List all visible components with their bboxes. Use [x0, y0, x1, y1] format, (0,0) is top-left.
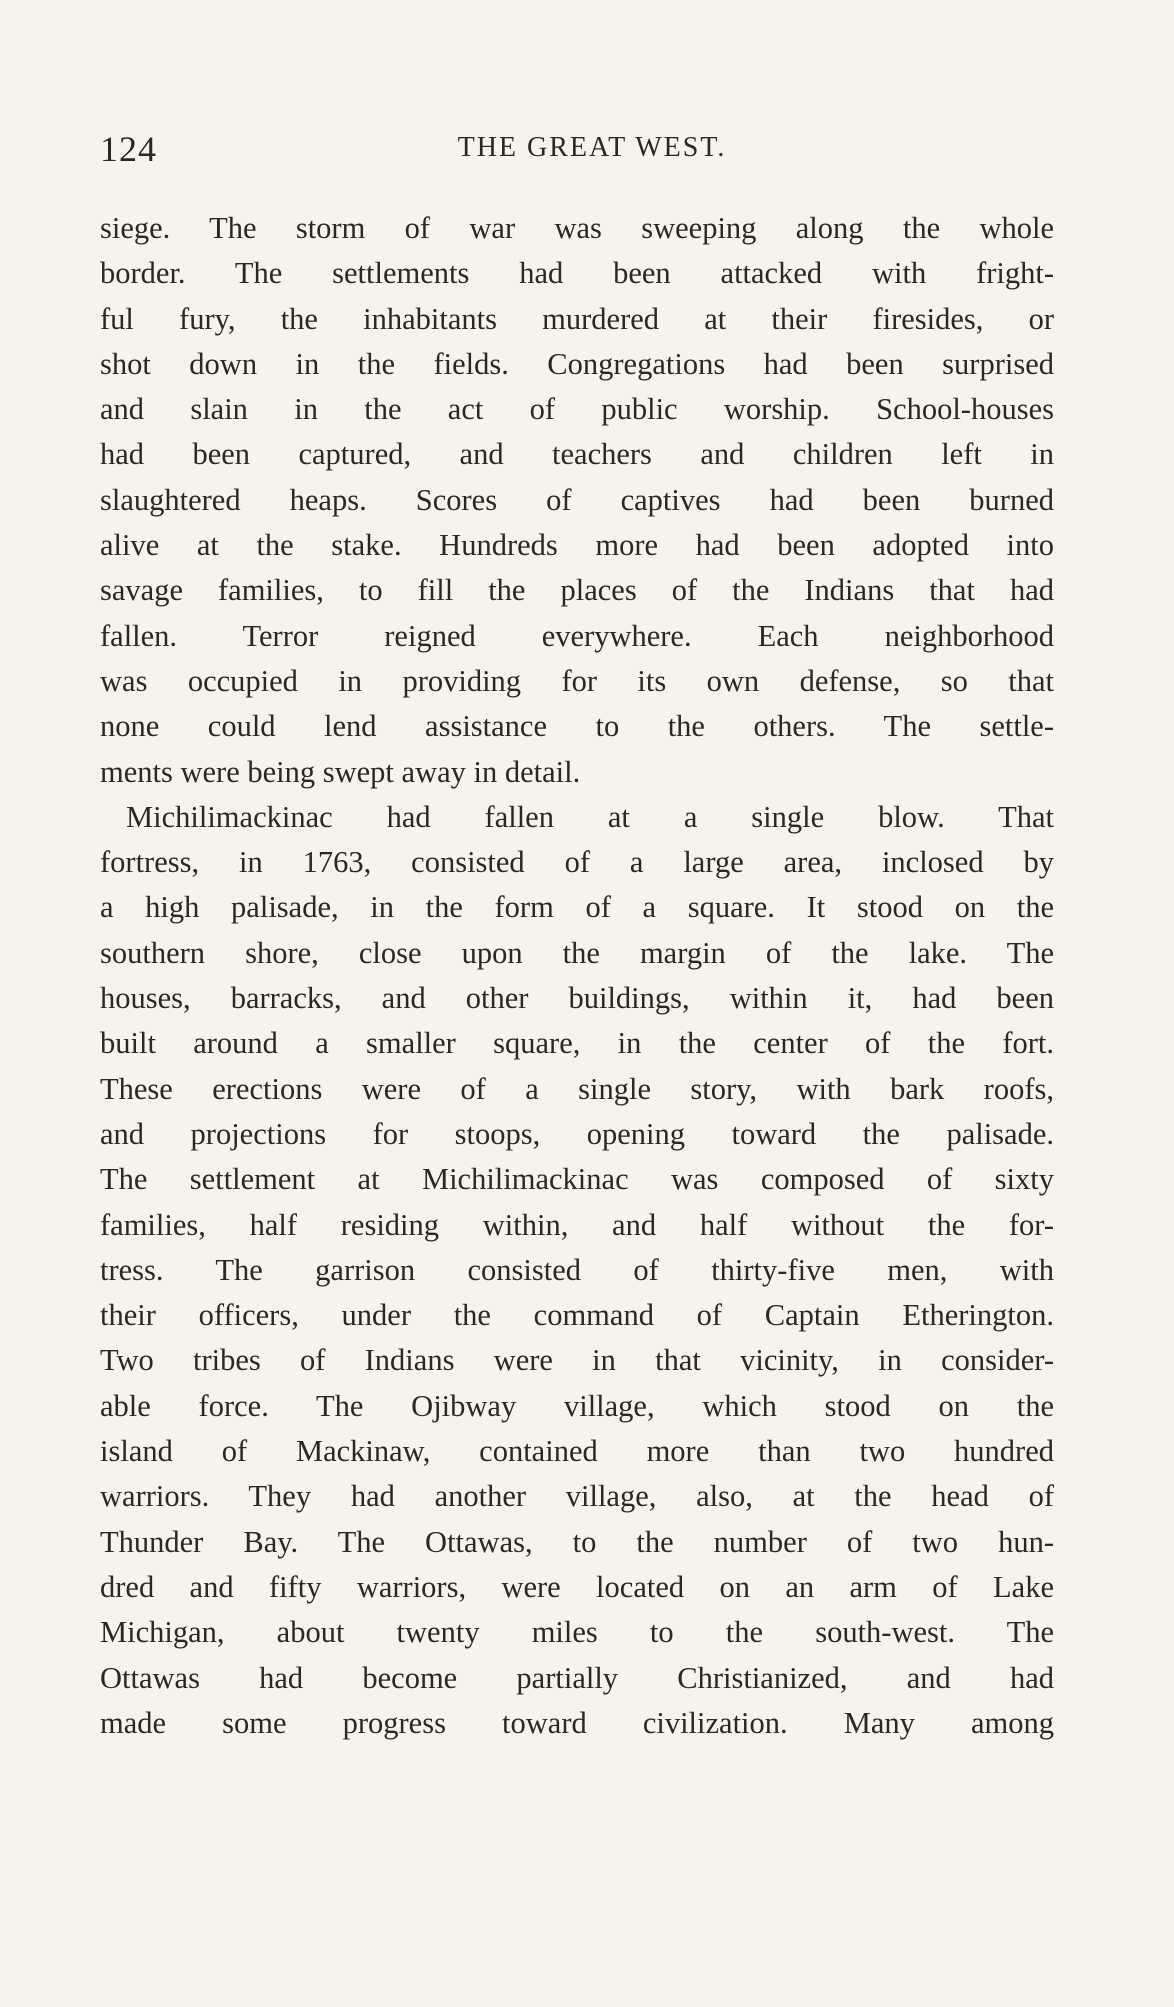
text-line: and slain in the act of public worship. School-houses	[100, 392, 1054, 427]
text-line: warriors. They had another village, also, at the head of	[100, 1479, 1054, 1514]
text-line: slaughtered heaps. Scores of captives had been burned	[100, 482, 1054, 517]
page-number: 124	[100, 129, 157, 169]
text-line: shot down in the fields. Congregations had been surprised	[100, 346, 1054, 381]
text-line: had been captured, and teachers and children left in	[100, 437, 1054, 472]
text-line: Two tribes of Indians were in that vicinity, in consider-	[100, 1343, 1054, 1378]
text-line: tress. The garrison consisted of thirty-five men, with	[100, 1252, 1054, 1287]
text-line: built around a smaller square, in the center of the fort.	[100, 1026, 1054, 1061]
text-line: ful fury, the inhabitants murdered at their firesides, or	[100, 301, 1054, 336]
text-line: southern shore, close upon the margin of the lake. The	[100, 935, 1054, 970]
text-line: and projections for stoops, opening toward the palisade.	[100, 1116, 1054, 1151]
text-line: their officers, under the command of Captain Etherington.	[100, 1298, 1054, 1333]
text-line: savage families, to fill the places of the Indians that had	[100, 573, 1054, 608]
paragraph-end-line: ments were being swept away in detail.	[100, 754, 581, 789]
text-line: These erections were of a single story, with bark roofs,	[100, 1071, 1054, 1106]
text-line: a high palisade, in the form of a square. It stood on the	[100, 890, 1054, 925]
paragraph-start-line: Michilimackinac had fallen at a single blow. That	[126, 799, 1054, 834]
text-line: fortress, in 1763, consisted of a large area, inclosed by	[100, 845, 1054, 880]
body-text	[100, 206, 1054, 1746]
text-line: families, half residing within, and half without the for-	[100, 1207, 1054, 1242]
text-line: Ottawas had become partially Christianized, and had	[100, 1660, 1054, 1695]
text-line: made some progress toward civilization. Many among	[100, 1705, 1054, 1740]
text-line: houses, barracks, and other buildings, within it, had been	[100, 981, 1054, 1016]
text-line: siege. The storm of war was sweeping along the whole	[100, 211, 1054, 245]
text-line: able force. The Ojibway village, which stood on the	[100, 1388, 1054, 1423]
running-head	[100, 128, 1044, 178]
text-line: Thunder Bay. The Ottawas, to the number of two hun-	[100, 1524, 1054, 1559]
running-title: THE GREAT WEST.	[457, 132, 727, 163]
text-line: dred and fifty warriors, were located on an arm of Lake	[100, 1569, 1054, 1604]
text-line: border. The settlements had been attacked with fright-	[100, 256, 1054, 291]
text-line: island of Mackinaw, contained more than two hundred	[100, 1434, 1054, 1469]
text-line: Michigan, about twenty miles to the south-west. The	[100, 1615, 1054, 1650]
text-line: alive at the stake. Hundreds more had been adopted into	[100, 528, 1054, 563]
text-line: was occupied in providing for its own defense, so that	[100, 663, 1054, 698]
text-line: fallen. Terror reigned everywhere. Each neighborhood	[100, 618, 1054, 653]
text-line: none could lend assistance to the others. The settle-	[100, 709, 1054, 744]
text-line: The settlement at Michilimackinac was composed of sixty	[100, 1162, 1054, 1197]
